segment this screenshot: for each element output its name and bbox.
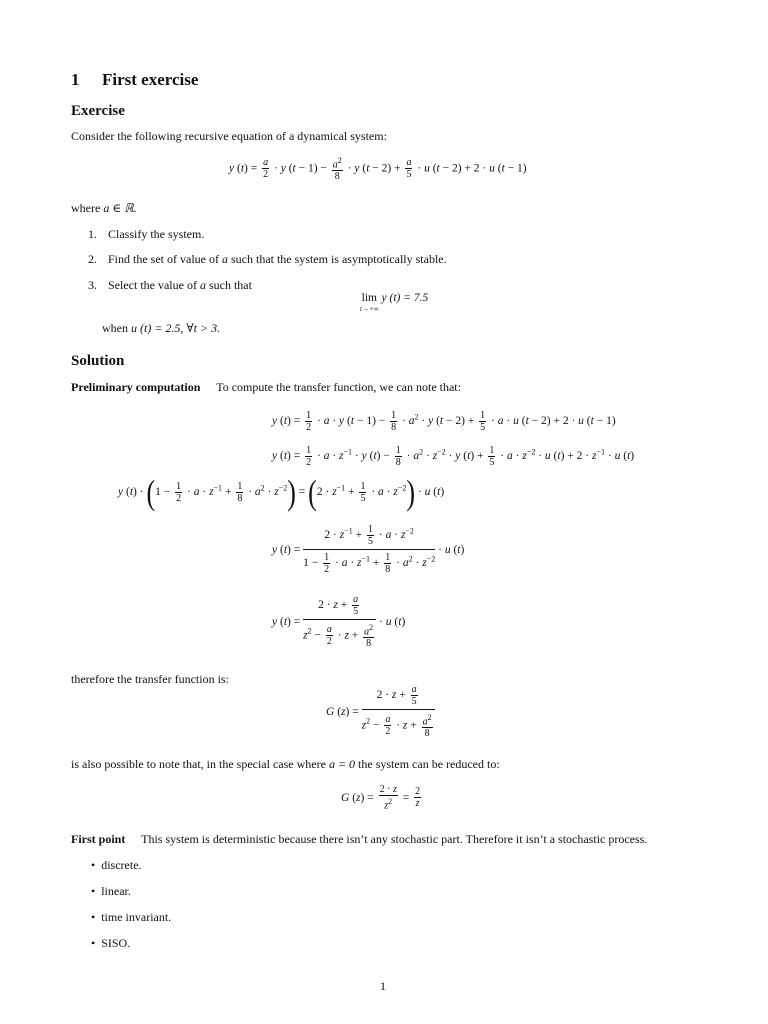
page-number: 1 — [380, 979, 386, 993]
bullet-text: SISO. — [101, 936, 131, 950]
special-case-pre: is also possible to note that, in the special case where — [71, 757, 326, 771]
list-item — [88, 226, 204, 242]
bullet-icon: • — [91, 858, 96, 872]
prelim-label: Preliminary computation — [71, 380, 201, 394]
list-item-text: Find the set of value of — [108, 252, 222, 266]
list-item-text: such that — [205, 278, 252, 292]
recursive-equation: y (t) = $\frac{a}{2}$ · y (t − 1) − $\frac{a^2}{8}$ · y (t − 2) + $\frac{a}{5}$ · u (t − 2) + 2 · u (t − 1) — [229, 156, 527, 183]
limit-expression: y (t) = 7.5 — [381, 292, 429, 304]
prelim-text: To compute the transfer function, we can note that: — [216, 380, 461, 394]
section-number: 1 — [71, 70, 80, 89]
where-text: where — [71, 201, 101, 215]
first-point-paragraph — [71, 831, 647, 847]
special-case-text — [71, 756, 500, 772]
list-item-text: Select the value of — [108, 278, 200, 292]
exercise-heading: Exercise — [71, 103, 125, 119]
list-item — [91, 935, 130, 951]
prelim-paragraph — [71, 379, 461, 395]
derivation-line-1: y (t) = $\frac{1}{2}$ · a · y (t − 1) − $\frac{1}{8}$ · $a^2 \cdot y$ (t − 2) + $\frac{1}{5}$ · a · u (t − 2) + 2 · u (t − 1) — [272, 410, 616, 433]
reduced-transfer-function: G (z) = $\frac{2 \cdot z}{z^2}$ = $\frac{2}{z}$ — [341, 784, 421, 812]
derivation-line-5: y (t) = 2 · z + $\frac{a}{5}$ $z^2$ − $\frac{a}{2}$ · z + $\frac{a^2}{8}$ · u (t) — [272, 594, 406, 650]
list-item-text: such that the system is asymptotically stable. — [227, 252, 447, 266]
when-math: u (t) = 2.5, ∀t > 3. — [131, 321, 221, 335]
where-line — [71, 200, 137, 216]
derivation-line-2: y (t) = $\frac{1}{2}$ · $a \cdot z^{-1} \cdot y$ (t) − $\frac{1}{8}$ · $a^2 \cdot z^{-2} \cdot y$ (t) + $\frac{1}{5}$ · $a \cdot z^{-2} \cdot u$ $(t) + 2 \cdot z^{-1} \cdot u$ (t) — [272, 445, 635, 468]
list-item-number: 2. — [88, 252, 97, 266]
bullet-text: time invariant. — [101, 910, 172, 924]
list-item — [91, 909, 171, 925]
list-item — [91, 883, 131, 899]
when-line — [102, 320, 220, 336]
section-heading — [71, 70, 198, 90]
section-title: First exercise — [102, 70, 199, 89]
list-item-var: a — [199, 278, 206, 292]
transfer-function: G (z) = 2 · z + $\frac{a}{5}$ $z^2$ − $\frac{a}{2}$ · z + $\frac{a^2}{8}$ — [326, 684, 435, 739]
limit-subscript: t→+∞ — [360, 305, 379, 313]
bullet-text: discrete. — [101, 858, 142, 872]
limit-operator: lim — [361, 292, 377, 304]
exercise-intro: Consider the following recursive equation of a dynamical system: — [71, 129, 387, 143]
bullet-icon: • — [91, 910, 96, 924]
derivation-line-4: y (t) = $2 \cdot z^{-1}$ + $\frac{1}{5}$ · $a \cdot z^{-2}$ 1 − $\frac{1}{2}$ · $a \cdot z^{-1}$ + $\frac{1}{8}$ · $a^2 \cdot z^{-2}$ · u (t) — [272, 524, 465, 575]
list-item-text: Classify the system. — [108, 227, 205, 241]
first-point-text: This system is deterministic because there isn’t any stochastic part. Therefore it isn’t a stochastic process. — [141, 832, 648, 846]
bullet-text: linear. — [101, 884, 131, 898]
first-point-label: First point — [71, 832, 126, 846]
when-text: when — [102, 321, 128, 335]
derivation-line-3: y (t) · (1 − $\frac{1}{2}$ · $a \cdot z^{-1}$ + $\frac{1}{8}$ · $a^2 \cdot z^{-2}) = (2 \cdot z^{-1}$ + $\frac{1}{5}$ · $a \cdot z^{-2}) \cdot u$ (t) — [118, 472, 445, 512]
bullet-icon: • — [91, 884, 96, 898]
list-item — [88, 277, 252, 293]
special-case-post: the system can be reduced to: — [358, 757, 500, 771]
transfer-function-text: therefore the transfer function is: — [71, 672, 229, 686]
limit-equation — [360, 292, 428, 313]
bullet-icon: • — [91, 936, 96, 950]
list-item-number: 1. — [88, 227, 97, 241]
list-item — [88, 251, 447, 267]
list-item-var: a — [221, 252, 228, 266]
list-item — [91, 857, 142, 873]
special-case-math: a = 0 — [328, 757, 356, 771]
list-item-number: 3. — [88, 278, 97, 292]
solution-heading: Solution — [71, 353, 125, 369]
where-math: a ∈ ℝ. — [103, 201, 137, 215]
